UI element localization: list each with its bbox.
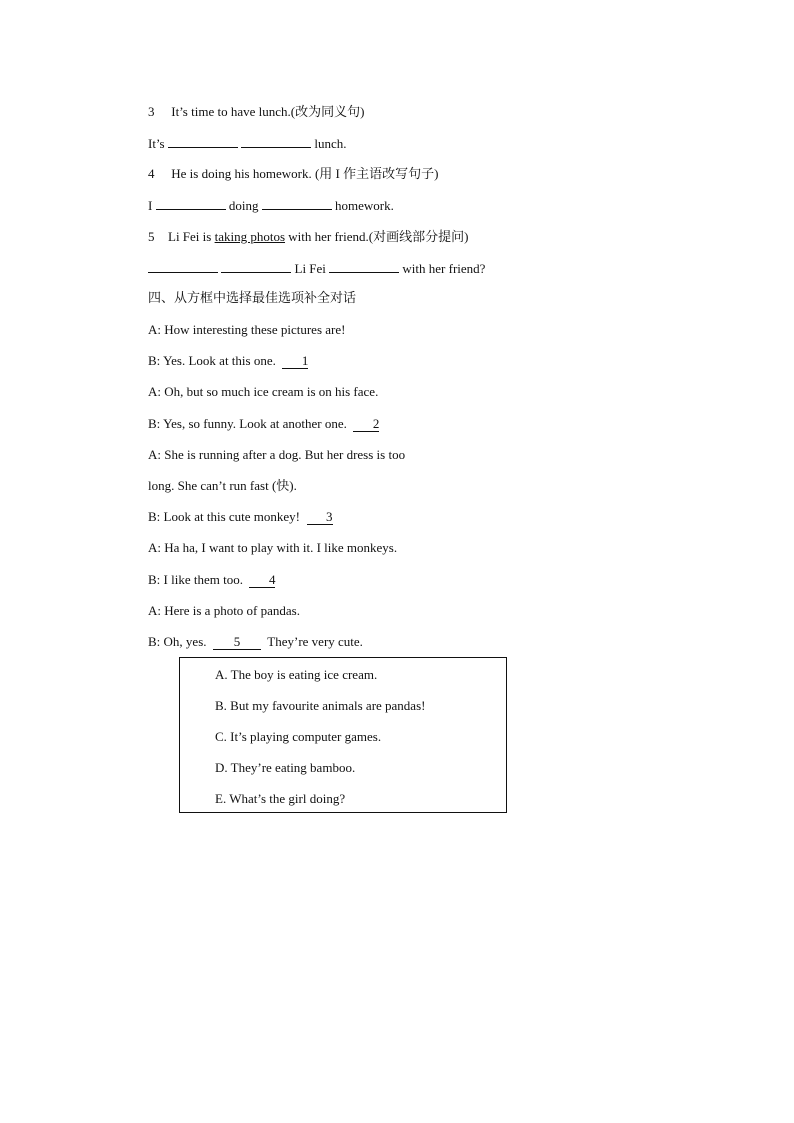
- question-number: 3: [148, 104, 155, 119]
- dialogue-text-after: They’re very cute.: [261, 634, 363, 649]
- speaker-label: A:: [148, 322, 165, 337]
- option-e: E. What’s the girl doing?: [215, 791, 346, 806]
- dialogue-blank-3[interactable]: 3: [307, 510, 333, 525]
- dialogue-blank-2[interactable]: 2: [353, 417, 379, 432]
- speaker-label: A:: [148, 384, 165, 399]
- speaker-label: A:: [148, 447, 165, 462]
- answer-suffix: lunch.: [314, 136, 347, 151]
- answer-middle: doing: [228, 198, 259, 213]
- speaker-label: A:: [148, 603, 165, 618]
- answer-blank[interactable]: [329, 260, 399, 273]
- answer-line-3: [148, 135, 347, 152]
- question-5: [148, 229, 468, 245]
- dialogue-text: How interesting these pictures are!: [164, 322, 346, 337]
- option-d: D. They’re eating bamboo.: [215, 760, 356, 775]
- speaker-label: B:: [148, 572, 164, 587]
- dialogue-line: [148, 322, 345, 338]
- option-a: A. The boy is eating ice cream.: [215, 667, 378, 682]
- dialogue-blank-1[interactable]: 1: [282, 354, 308, 369]
- answer-blank[interactable]: [262, 197, 332, 210]
- dialogue-line: [148, 478, 297, 494]
- dialogue-text: long. She can’t run fast (快).: [148, 478, 297, 493]
- answer-blank[interactable]: [148, 260, 218, 273]
- question-3: [148, 104, 364, 120]
- speaker-label: B:: [148, 416, 164, 431]
- dialogue-line: [148, 572, 275, 588]
- answer-blank[interactable]: [168, 135, 238, 148]
- option-c: C. It’s playing computer games.: [215, 729, 382, 744]
- answer-prefix: It’s: [148, 136, 165, 151]
- speaker-label: B:: [148, 509, 164, 524]
- speaker-label: B:: [148, 353, 164, 368]
- answer-suffix: homework.: [334, 198, 394, 213]
- question-text: He is doing his homework. (用 I 作主语改写句子): [171, 166, 439, 181]
- dialogue-text: Oh, but so much ice cream is on his face.: [164, 384, 379, 399]
- question-number: 4: [148, 166, 155, 181]
- answer-line-5: [148, 260, 485, 277]
- options-box: [179, 657, 507, 813]
- dialogue-text: Here is a photo of pandas.: [164, 603, 300, 618]
- section-heading: 四、从方框中选择最佳选项补全对话: [148, 291, 357, 306]
- answer-line-4: [148, 197, 394, 214]
- speaker-label: A:: [148, 540, 165, 555]
- option-b: B. But my favourite animals are pandas!: [215, 698, 426, 713]
- dialogue-text: Yes. Look at this one.: [163, 353, 276, 368]
- dialogue-blank-5[interactable]: 5: [213, 635, 261, 650]
- answer-blank[interactable]: [241, 135, 311, 148]
- dialogue-line: [148, 540, 397, 556]
- answer-middle: Li Fei: [294, 261, 326, 276]
- dialogue-text: I like them too.: [163, 572, 243, 587]
- dialogue-blank-4[interactable]: 4: [249, 573, 275, 588]
- dialogue-line: [148, 634, 363, 650]
- dialogue-text: Oh, yes.: [163, 634, 207, 649]
- dialogue-text: Look at this cute monkey!: [163, 509, 301, 524]
- question-underlined-text: taking photos: [214, 229, 286, 244]
- question-text-post: with her friend.(对画线部分提问): [285, 229, 469, 244]
- question-text-pre: Li Fei is: [168, 229, 215, 244]
- dialogue-line: [148, 509, 333, 525]
- answer-blank[interactable]: [221, 260, 291, 273]
- dialogue-text: Ha ha, I want to play with it. I like monkeys.: [164, 540, 398, 555]
- question-4: [148, 166, 438, 182]
- dialogue-text: She is running after a dog. But her dress is too: [164, 447, 406, 462]
- answer-prefix: I: [148, 198, 153, 213]
- answer-blank[interactable]: [156, 197, 226, 210]
- dialogue-line: [148, 353, 308, 369]
- dialogue-text: Yes, so funny. Look at another one.: [163, 416, 347, 431]
- question-number: 5: [148, 229, 155, 244]
- speaker-label: B:: [148, 634, 164, 649]
- answer-suffix: with her friend?: [402, 261, 486, 276]
- dialogue-line: [148, 384, 378, 400]
- dialogue-line: [148, 416, 379, 432]
- question-text: It’s time to have lunch.(改为同义句): [171, 104, 365, 119]
- dialogue-line: [148, 603, 300, 619]
- dialogue-line: [148, 447, 405, 463]
